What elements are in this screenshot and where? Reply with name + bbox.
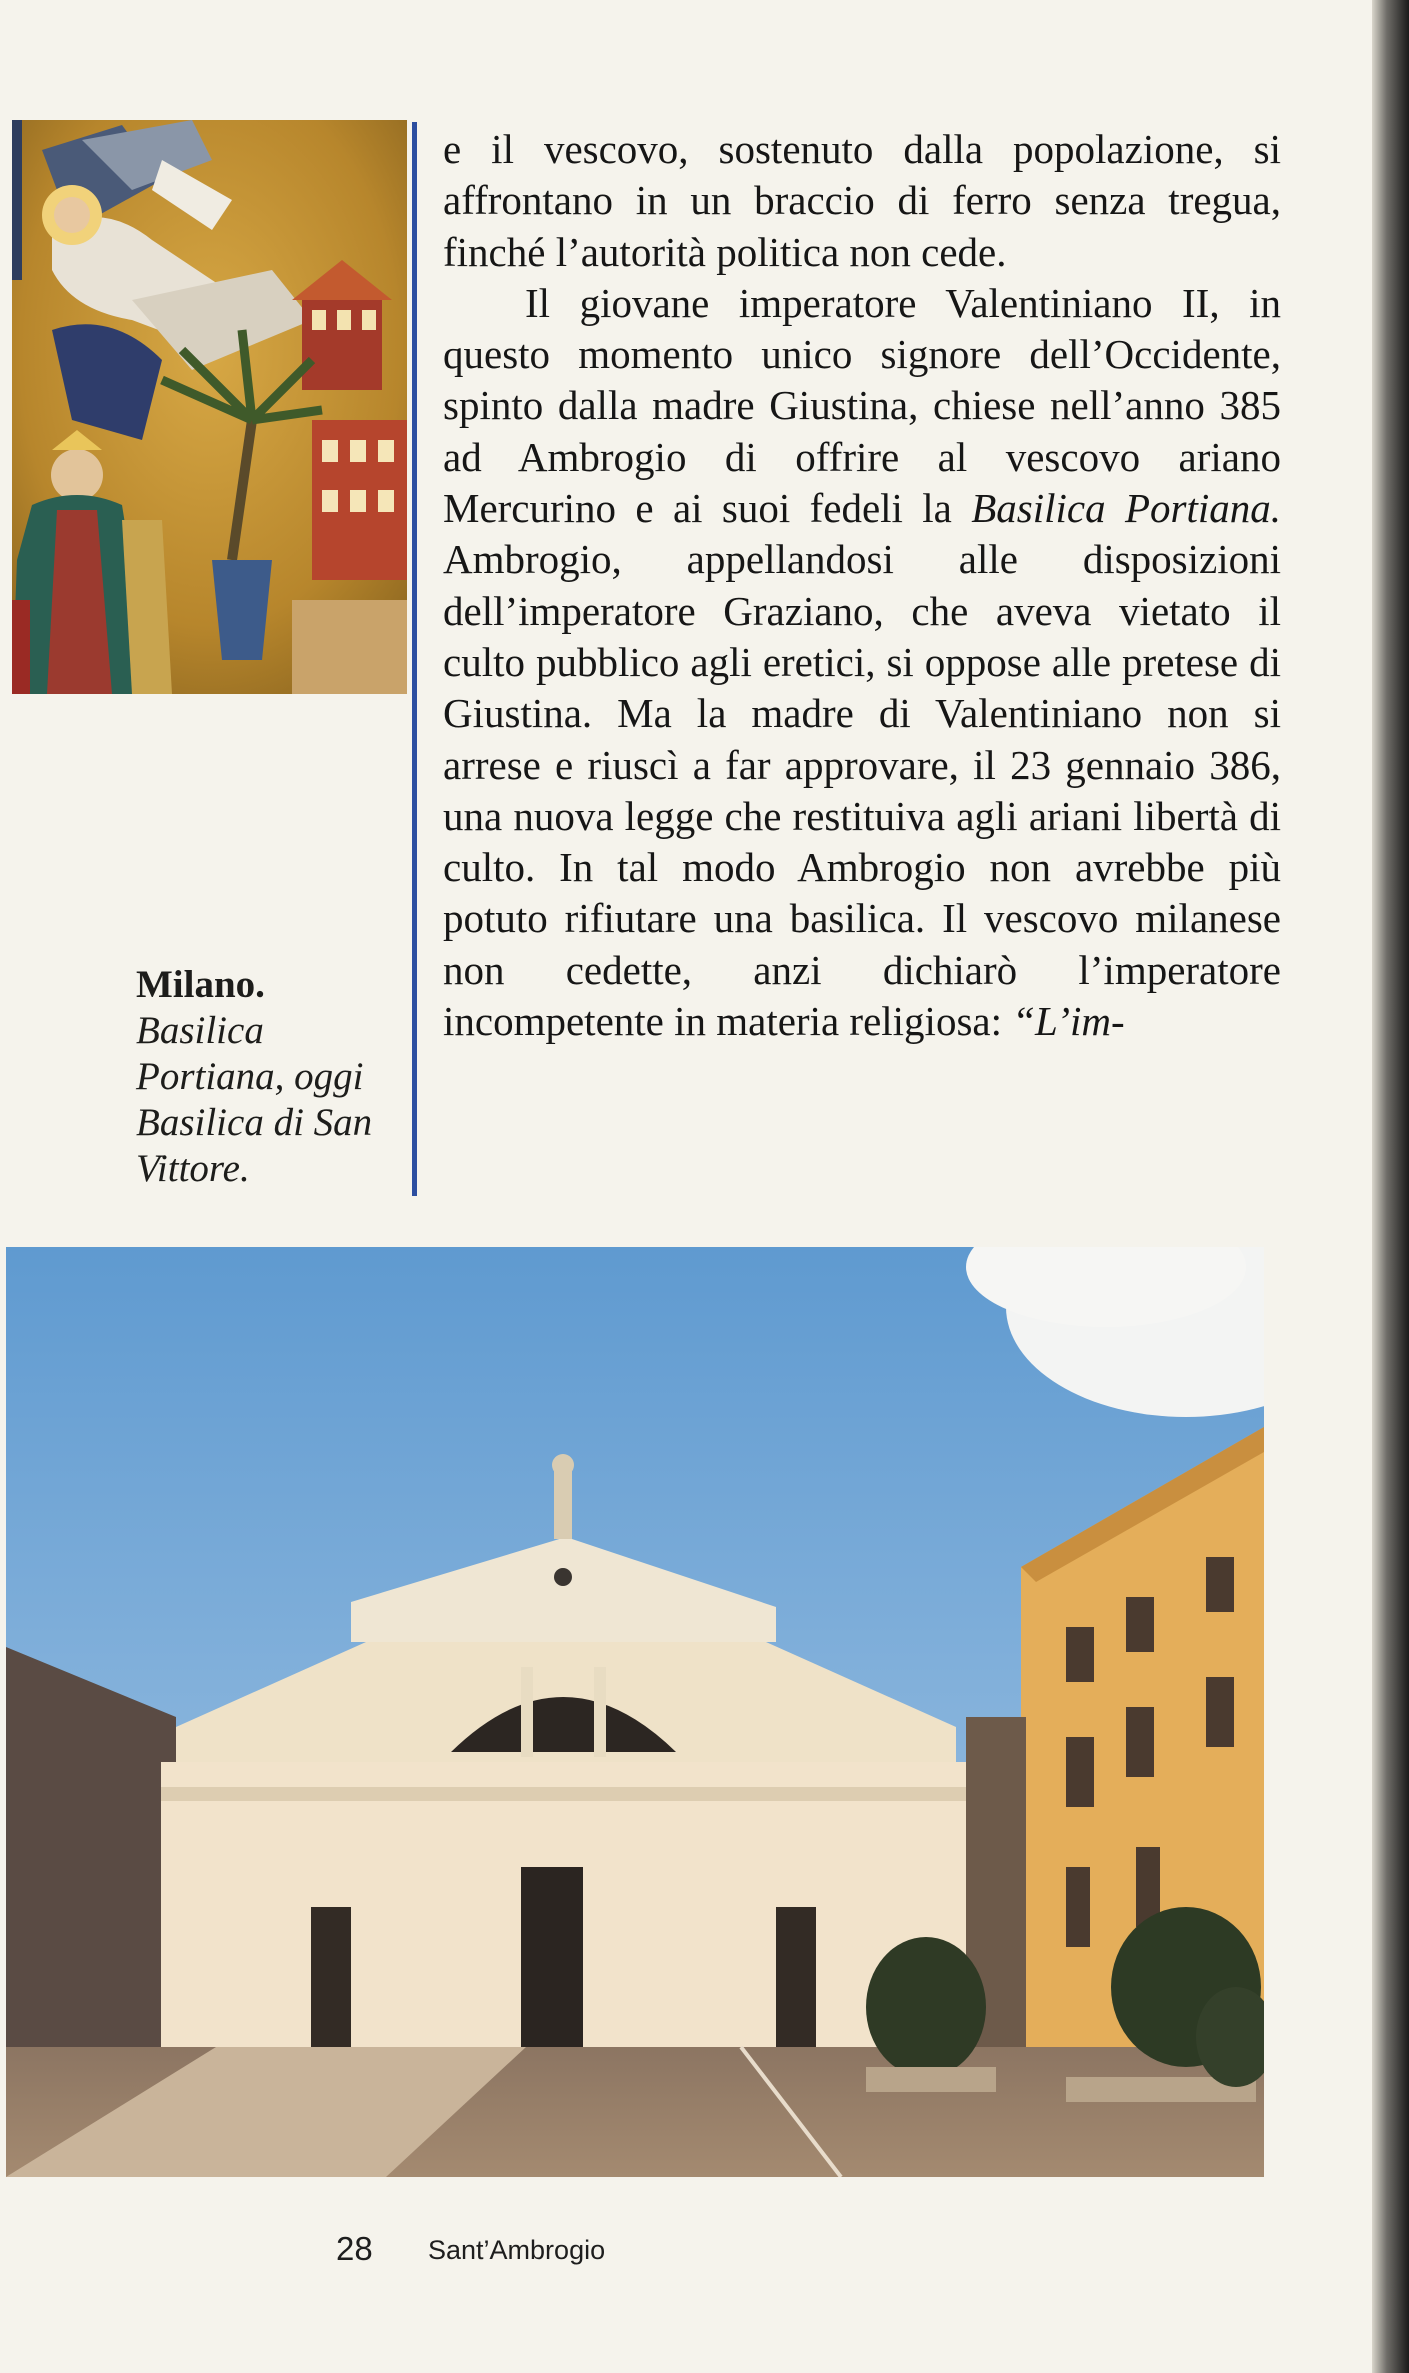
page-number: 28 xyxy=(336,2230,373,2267)
paragraph-1: e il vescovo, sostenuto dalla popolazione, si affrontano in un braccio di ferro senza tregua, finché l’autorità politica non cede. xyxy=(443,126,1281,275)
paragraph-2 xyxy=(443,278,1281,1047)
figure-caption xyxy=(136,962,396,1192)
page-edge-shadow xyxy=(1372,0,1409,2373)
paragraph-2-rest: Ambrogio, appellandosi alle disposizioni dell’imperatore Graziano, che aveva vietato il culto pubblico agli eretici, si oppose alle pretese di Giustina. Ma la madre di Valentiniano non si arrese e riuscì a far approvare, il 23 gennaio 386, una nuova legge che restituiva agli ariani libertà di culto. In tal modo Ambrogio non avrebbe più potuto rifiutare una basilica. Il vescovo milanese non cedette, anzi dichiarò l’imperatore incompetente in materia religiosa: xyxy=(443,536,1281,1045)
running-title: Sant’Ambrogio xyxy=(428,2235,606,2265)
quote-start: “L’im- xyxy=(1012,998,1125,1045)
caption-description: Basilica Portiana, oggi Basilica di San Vittore. xyxy=(136,1009,373,1190)
italic-basilica-name: Basilica Portiana. xyxy=(971,485,1282,532)
paragraph-2-start: Il giovane imperatore Valentiniano II, in questo momento unico signore dell’Occidente, spinto dalla madre Giustina, chiese nell’anno 385 ad Ambrogio di offrire al vescovo ariano Mercurino e ai suoi fedeli la xyxy=(443,279,1281,532)
mosaic-illustration xyxy=(12,120,407,694)
caption-title: Milano. xyxy=(136,963,265,1006)
accent-rule xyxy=(412,122,417,1196)
basilica-photo xyxy=(6,1247,1264,2177)
main-text xyxy=(443,124,1281,1047)
